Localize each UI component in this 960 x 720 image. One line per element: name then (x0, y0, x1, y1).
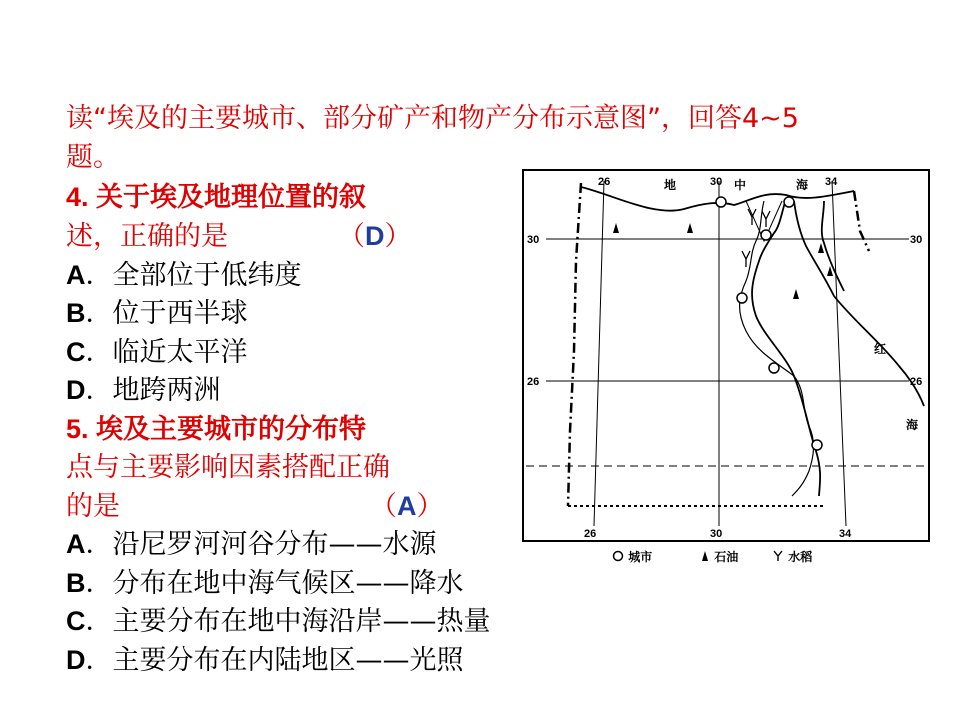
red-sea-west-coast (752, 199, 820, 496)
legend-rice (772, 548, 812, 565)
egypt-map-svg (524, 171, 928, 540)
lon-top-34: 34 (825, 176, 838, 188)
lat-right-26: 26 (910, 376, 923, 388)
q4-stem-text: 4. 关于埃及地理位置的叙 (66, 182, 367, 212)
lon-bottom-26: 26 (584, 528, 597, 540)
q4-option-d (66, 371, 221, 410)
lon-top-26: 26 (598, 176, 611, 188)
q5-option-a (66, 525, 437, 564)
lon-bottom-30: 30 (710, 528, 723, 540)
q4-option-c (66, 333, 248, 372)
meridian-34 (832, 181, 846, 526)
lat-left-30: 30 (527, 234, 540, 246)
q5-option-a-letter: A (66, 529, 86, 559)
q4-option-a-letter: A (66, 260, 86, 290)
city-luxor (769, 363, 779, 373)
oil-icon (793, 289, 799, 299)
q5-option-b-letter: B (66, 568, 86, 598)
q4-stem-line-1 (66, 178, 366, 217)
legend-oil (700, 548, 738, 565)
q4-option-a (66, 256, 302, 295)
q4-stem-text-2: 述，正确的是 (66, 221, 228, 252)
q5-option-c-letter: C (66, 606, 86, 636)
q5-option-a-text: ．沿尼罗河河谷分布——水源 (85, 529, 437, 560)
q5-stem-line-2: 点与主要影响因素搭配正确 (66, 452, 390, 483)
lat-right-30: 30 (910, 234, 923, 246)
rice-icon (762, 211, 770, 227)
q5-option-c (66, 602, 491, 641)
city-icon (612, 550, 624, 562)
intro-line-2: 题。 (66, 142, 120, 173)
city-cairo (761, 230, 771, 240)
red-sea-label-hong: 红 (874, 342, 887, 356)
city-port-said (784, 197, 794, 207)
city-alexandria (716, 197, 726, 207)
q4-option-b-letter: B (66, 298, 86, 328)
oil-icon (687, 223, 693, 233)
q5-stem-line-3 (66, 487, 444, 526)
q5-option-c-text: ．主要分布在地中海沿岸——热量 (85, 606, 491, 637)
rice-icon (748, 209, 756, 225)
q4-option-a-text: ．全部位于低纬度 (85, 260, 302, 291)
q4-answer: D (365, 221, 385, 251)
q4-option-c-text: ．临近太平洋 (85, 337, 248, 368)
egypt-map (522, 169, 930, 542)
q4-answer-close: ） (384, 221, 412, 252)
map-legend (612, 546, 872, 566)
q5-answer: A (397, 491, 417, 521)
q4-option-d-text: ．地跨两洲 (85, 375, 221, 406)
sea-label-di: 地 (664, 178, 677, 192)
sea-label-zhong: 中 (734, 178, 747, 192)
lon-bottom-34: 34 (839, 528, 852, 540)
q4-option-c-letter: C (66, 337, 86, 367)
oil-icon (613, 223, 619, 233)
q5-option-d (66, 641, 464, 680)
q5-answer-open: （ (370, 491, 397, 522)
intro-line-1: 读“埃及的主要城市、部分矿产和物产分布示意图”，回答4~5 (66, 103, 799, 134)
q5-stem-text-3: 的是 (66, 491, 120, 522)
q4-option-d-letter: D (66, 375, 86, 405)
legend-city-label: 城市 (628, 550, 653, 564)
q5-answer-close: ） (416, 491, 444, 522)
lat-left-26: 26 (527, 376, 540, 388)
q4-option-b (66, 294, 248, 333)
oil-icon (700, 550, 710, 562)
meridian-26 (594, 181, 604, 526)
rice-icon (742, 251, 750, 267)
q5-option-b-text: ．分布在地中海气候区——降水 (85, 568, 464, 599)
red-sea-label-hai: 海 (906, 418, 919, 432)
q5-option-b (66, 564, 464, 603)
oil-icon (818, 243, 824, 253)
q4-option-b-text: ．位于西半球 (85, 298, 248, 329)
q5-option-d-letter: D (66, 645, 86, 675)
western-border (568, 183, 581, 506)
legend-oil-label: 石油 (714, 550, 739, 564)
legend-city (612, 548, 652, 565)
sea-label-hai: 海 (796, 178, 809, 192)
q5-option-d-text: ．主要分布在内陆地区——光照 (85, 645, 464, 676)
q4-answer-open: （ (338, 221, 365, 252)
lon-top-30: 30 (710, 176, 723, 188)
rice-icon (772, 550, 784, 562)
city-aswan (812, 440, 822, 450)
q4-stem-line-2 (66, 217, 412, 256)
sinai-border (854, 191, 869, 251)
city-asyut (737, 293, 747, 303)
q5-stem-text: 5. 埃及主要城市的分布特 (66, 414, 367, 444)
q5-stem-line-1 (66, 410, 366, 449)
legend-rice-label: 水稻 (788, 550, 813, 564)
